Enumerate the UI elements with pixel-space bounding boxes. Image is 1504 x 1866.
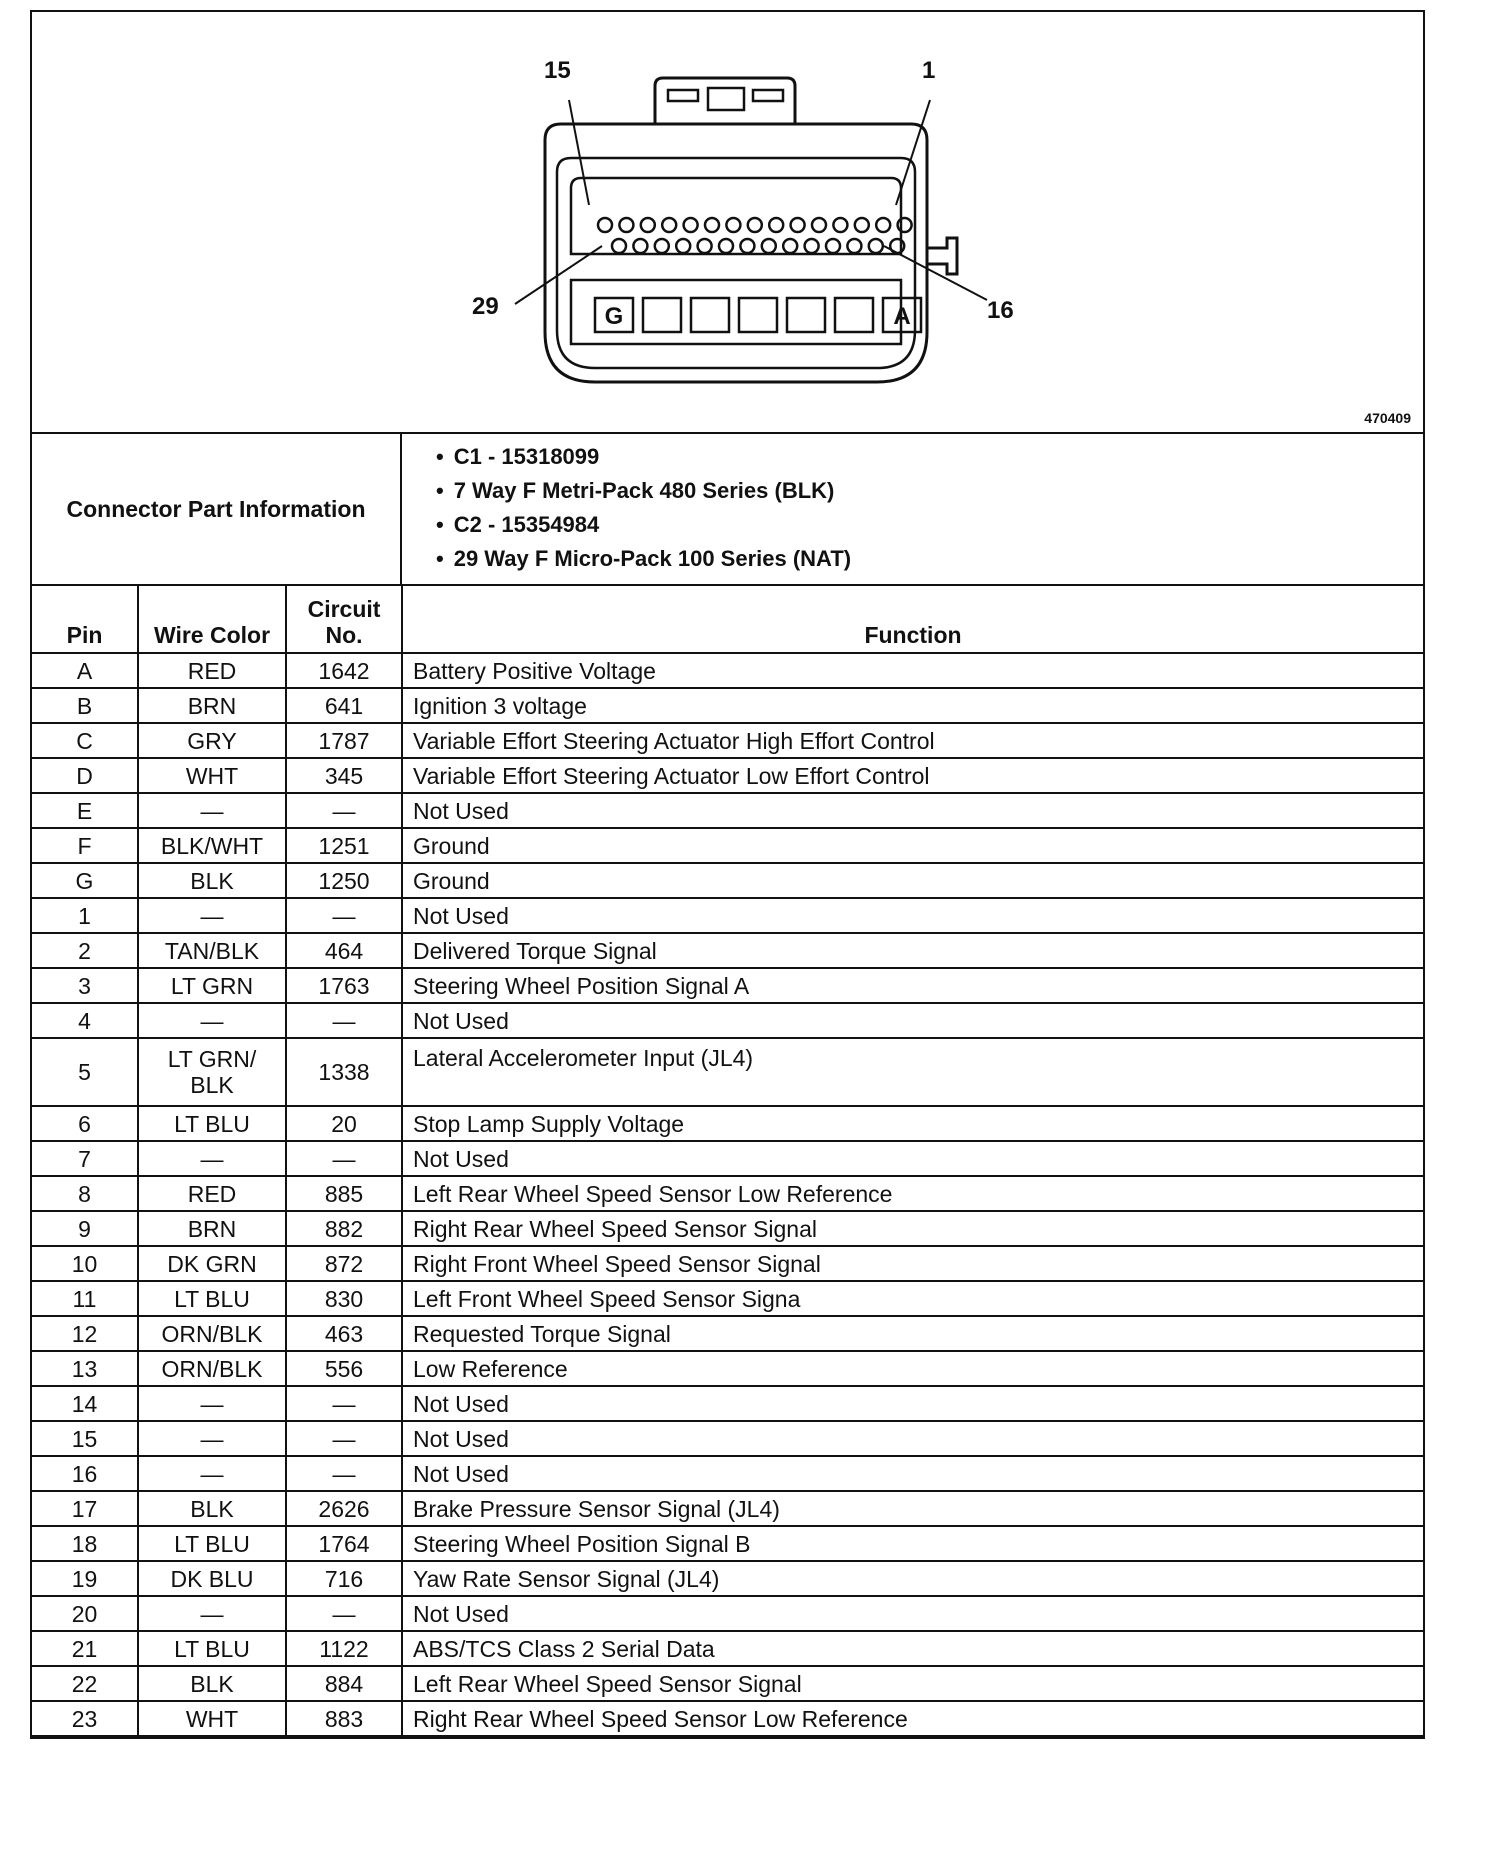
table-row xyxy=(32,1351,1423,1386)
pin-cavity xyxy=(655,239,669,253)
pin-cavity xyxy=(641,218,655,232)
table-row xyxy=(32,758,1423,793)
circuit-cell: 882 xyxy=(286,1211,402,1246)
pin-cell: 23 xyxy=(32,1701,138,1736)
table-row xyxy=(32,1666,1423,1701)
table-row xyxy=(32,1421,1423,1456)
pin-cell: 19 xyxy=(32,1561,138,1596)
pin-cavity xyxy=(662,218,676,232)
table-row xyxy=(32,1596,1423,1631)
function-cell: Lateral Accelerometer Input (JL4) xyxy=(402,1038,1423,1106)
function-cell: Variable Effort Steering Actuator High Effort Control xyxy=(402,723,1423,758)
circuit-cell: 464 xyxy=(286,933,402,968)
pin-row-bottom xyxy=(612,239,904,253)
wire-color-cell: ORN/BLK xyxy=(138,1351,286,1386)
table-row xyxy=(32,1003,1423,1038)
pin-cavity xyxy=(769,218,783,232)
function-cell: Requested Torque Signal xyxy=(402,1316,1423,1351)
pin-cavity xyxy=(698,239,712,253)
pin-cavity xyxy=(826,239,840,253)
function-cell: Not Used xyxy=(402,1386,1423,1421)
wire-color-cell: BRN xyxy=(138,1211,286,1246)
function-cell: Brake Pressure Sensor Signal (JL4) xyxy=(402,1491,1423,1526)
function-cell: Delivered Torque Signal xyxy=(402,933,1423,968)
wire-color-cell: — xyxy=(138,1003,286,1038)
pin-cell: 14 xyxy=(32,1386,138,1421)
pin-cavity xyxy=(791,218,805,232)
wire-color-cell: LT GRN xyxy=(138,968,286,1003)
wire-color-cell: — xyxy=(138,793,286,828)
pin-cavity xyxy=(876,218,890,232)
pin-cell: 4 xyxy=(32,1003,138,1038)
pin-cavity xyxy=(812,218,826,232)
table-row xyxy=(32,898,1423,933)
callout-label-29: 29 xyxy=(472,293,499,320)
table-row xyxy=(32,1246,1423,1281)
circuit-cell: 885 xyxy=(286,1176,402,1211)
pin-cell: 2 xyxy=(32,933,138,968)
part-info-item: • C2 - 15354984 xyxy=(436,508,1423,542)
wire-color-cell: BLK/WHT xyxy=(138,828,286,863)
pin-cavity xyxy=(612,239,626,253)
table-row xyxy=(32,1141,1423,1176)
pin-cell: 12 xyxy=(32,1316,138,1351)
wire-color-cell: LT BLU xyxy=(138,1631,286,1666)
wire-color-cell: WHT xyxy=(138,1701,286,1736)
pin-cavity xyxy=(633,239,647,253)
pin-cell: 21 xyxy=(32,1631,138,1666)
pin-cell: 1 xyxy=(32,898,138,933)
power-cavity xyxy=(787,298,825,332)
wire-color-cell: — xyxy=(138,898,286,933)
pin-cell: 9 xyxy=(32,1211,138,1246)
wire-color-cell: DK BLU xyxy=(138,1561,286,1596)
part-info-item: • 29 Way F Micro-Pack 100 Series (NAT) xyxy=(436,542,1423,576)
circuit-cell: 883 xyxy=(286,1701,402,1736)
function-cell: Not Used xyxy=(402,1456,1423,1491)
table-row xyxy=(32,1631,1423,1666)
pin-cavity xyxy=(855,218,869,232)
table-row xyxy=(32,1281,1423,1316)
pin-cell: 6 xyxy=(32,1106,138,1141)
connector-part-information xyxy=(32,434,1423,586)
pin-cavity xyxy=(740,239,754,253)
table-header-row xyxy=(32,586,1423,653)
part-info-label: Connector Part Information xyxy=(32,434,402,584)
cavity-row xyxy=(595,298,921,332)
table-row xyxy=(32,1526,1423,1561)
circuit-cell: — xyxy=(286,898,402,933)
wire-color-cell: RED xyxy=(138,653,286,688)
table-row xyxy=(32,1038,1423,1106)
pin-cell: 15 xyxy=(32,1421,138,1456)
function-cell: Low Reference xyxy=(402,1351,1423,1386)
pinout-table xyxy=(32,586,1423,1737)
table-row xyxy=(32,1211,1423,1246)
table-row xyxy=(32,1456,1423,1491)
pin-cell: C xyxy=(32,723,138,758)
pin-cavity xyxy=(726,218,740,232)
header-wire-color: Wire Color xyxy=(138,586,286,653)
pin-cavity xyxy=(869,239,883,253)
table-row xyxy=(32,1491,1423,1526)
table-row xyxy=(32,1701,1423,1736)
part-info-list xyxy=(402,434,1423,584)
pin-cell: 5 xyxy=(32,1038,138,1106)
wire-color-cell: — xyxy=(138,1456,286,1491)
power-cavity xyxy=(835,298,873,332)
function-cell: Ground xyxy=(402,828,1423,863)
wire-color-cell: — xyxy=(138,1141,286,1176)
circuit-cell: — xyxy=(286,1003,402,1038)
circuit-cell: — xyxy=(286,1456,402,1491)
wire-color-cell: ORN/BLK xyxy=(138,1316,286,1351)
pin-cavity xyxy=(833,218,847,232)
wire-color-cell: LT GRN/ BLK xyxy=(138,1038,286,1106)
function-cell: Left Front Wheel Speed Sensor Signa xyxy=(402,1281,1423,1316)
function-cell: Not Used xyxy=(402,793,1423,828)
power-cavity xyxy=(739,298,777,332)
pin-row-top xyxy=(598,218,912,232)
power-cavity xyxy=(691,298,729,332)
function-cell: Not Used xyxy=(402,1596,1423,1631)
callout-leader-16 xyxy=(884,246,987,300)
function-cell: Not Used xyxy=(402,1141,1423,1176)
table-row xyxy=(32,653,1423,688)
circuit-cell: — xyxy=(286,1421,402,1456)
table-row xyxy=(32,1106,1423,1141)
function-cell: Steering Wheel Position Signal B xyxy=(402,1526,1423,1561)
wire-color-cell: WHT xyxy=(138,758,286,793)
pin-cell: 7 xyxy=(32,1141,138,1176)
circuit-cell: 641 xyxy=(286,688,402,723)
cavity-label-a: A xyxy=(893,303,911,330)
callout-label-15: 15 xyxy=(544,57,571,84)
circuit-cell: 20 xyxy=(286,1106,402,1141)
cavity-label-g: G xyxy=(604,303,624,330)
pin-cavity xyxy=(847,239,861,253)
pin-cell: 11 xyxy=(32,1281,138,1316)
table-row xyxy=(32,688,1423,723)
pin-cavity xyxy=(748,218,762,232)
pin-cell: 22 xyxy=(32,1666,138,1701)
pin-cavity xyxy=(598,218,612,232)
connector-diagram xyxy=(32,12,1423,434)
wire-color-cell: BRN xyxy=(138,688,286,723)
wire-color-cell: DK GRN xyxy=(138,1246,286,1281)
callout-leader-29 xyxy=(515,246,602,304)
wire-color-cell: — xyxy=(138,1386,286,1421)
function-cell: Steering Wheel Position Signal A xyxy=(402,968,1423,1003)
pin-cell: D xyxy=(32,758,138,793)
pin-cavity xyxy=(898,218,912,232)
pin-cell: G xyxy=(32,863,138,898)
pin-cavity xyxy=(619,218,633,232)
wire-color-cell: BLK xyxy=(138,863,286,898)
wire-color-cell: LT BLU xyxy=(138,1526,286,1561)
function-cell: Stop Lamp Supply Voltage xyxy=(402,1106,1423,1141)
pin-cavity xyxy=(783,239,797,253)
circuit-cell: — xyxy=(286,1386,402,1421)
table-row xyxy=(32,968,1423,1003)
circuit-cell: 872 xyxy=(286,1246,402,1281)
circuit-cell: 556 xyxy=(286,1351,402,1386)
function-cell: Right Rear Wheel Speed Sensor Signal xyxy=(402,1211,1423,1246)
header-circuit-no: Circuit No. xyxy=(286,586,402,653)
pin-cell: 17 xyxy=(32,1491,138,1526)
pin-cell: 13 xyxy=(32,1351,138,1386)
circuit-cell: 716 xyxy=(286,1561,402,1596)
function-cell: Left Rear Wheel Speed Sensor Low Reference xyxy=(402,1176,1423,1211)
circuit-cell: 884 xyxy=(286,1666,402,1701)
circuit-cell: 2626 xyxy=(286,1491,402,1526)
table-row xyxy=(32,1316,1423,1351)
table-row xyxy=(32,1176,1423,1211)
table-row xyxy=(32,723,1423,758)
pin-cell: F xyxy=(32,828,138,863)
pin-cavity xyxy=(684,218,698,232)
table-row xyxy=(32,793,1423,828)
wire-color-cell: RED xyxy=(138,1176,286,1211)
pin-cavity xyxy=(705,218,719,232)
circuit-cell: 1251 xyxy=(286,828,402,863)
pin-cell: 16 xyxy=(32,1456,138,1491)
pin-cell: A xyxy=(32,653,138,688)
wire-color-cell: — xyxy=(138,1421,286,1456)
part-info-item: • 7 Way F Metri-Pack 480 Series (BLK) xyxy=(436,474,1423,508)
table-row xyxy=(32,1386,1423,1421)
circuit-cell: 1122 xyxy=(286,1631,402,1666)
function-cell: Right Rear Wheel Speed Sensor Low Reference xyxy=(402,1701,1423,1736)
pin-cell: 18 xyxy=(32,1526,138,1561)
figure-number: 470409 xyxy=(1364,410,1411,426)
wire-color-cell: TAN/BLK xyxy=(138,933,286,968)
circuit-cell: — xyxy=(286,1141,402,1176)
pin-cell: 8 xyxy=(32,1176,138,1211)
circuit-cell: 463 xyxy=(286,1316,402,1351)
circuit-cell: — xyxy=(286,1596,402,1631)
callout-label-16: 16 xyxy=(987,297,1014,324)
pin-cavity xyxy=(805,239,819,253)
wire-color-cell: LT BLU xyxy=(138,1106,286,1141)
function-cell: Not Used xyxy=(402,898,1423,933)
circuit-cell: 1642 xyxy=(286,653,402,688)
header-pin: Pin xyxy=(32,586,138,653)
table-row xyxy=(32,1561,1423,1596)
function-cell: Right Front Wheel Speed Sensor Signal xyxy=(402,1246,1423,1281)
pin-cell: 10 xyxy=(32,1246,138,1281)
connector-end-view-drawing xyxy=(32,12,1423,430)
connector-sheet xyxy=(30,10,1425,1739)
circuit-cell: — xyxy=(286,793,402,828)
function-cell: Yaw Rate Sensor Signal (JL4) xyxy=(402,1561,1423,1596)
function-cell: Left Rear Wheel Speed Sensor Signal xyxy=(402,1666,1423,1701)
pin-cell: 20 xyxy=(32,1596,138,1631)
function-cell: Ignition 3 voltage xyxy=(402,688,1423,723)
function-cell: Not Used xyxy=(402,1421,1423,1456)
table-row xyxy=(32,828,1423,863)
function-cell: Ground xyxy=(402,863,1423,898)
table-row xyxy=(32,933,1423,968)
function-cell: Battery Positive Voltage xyxy=(402,653,1423,688)
circuit-cell: 1250 xyxy=(286,863,402,898)
circuit-cell: 1763 xyxy=(286,968,402,1003)
circuit-cell: 1787 xyxy=(286,723,402,758)
wire-color-cell: GRY xyxy=(138,723,286,758)
circuit-cell: 1764 xyxy=(286,1526,402,1561)
pin-cavity xyxy=(719,239,733,253)
pin-cell: B xyxy=(32,688,138,723)
callout-leader-1 xyxy=(896,100,930,205)
circuit-cell: 830 xyxy=(286,1281,402,1316)
pin-cell: E xyxy=(32,793,138,828)
part-info-item: • C1 - 15318099 xyxy=(436,440,1423,474)
table-row xyxy=(32,863,1423,898)
function-cell: Not Used xyxy=(402,1003,1423,1038)
wire-color-cell: BLK xyxy=(138,1491,286,1526)
header-function: Function xyxy=(402,586,1423,653)
callout-label-1: 1 xyxy=(922,57,936,84)
circuit-cell: 1338 xyxy=(286,1038,402,1106)
function-cell: ABS/TCS Class 2 Serial Data xyxy=(402,1631,1423,1666)
pin-cell: 3 xyxy=(32,968,138,1003)
pin-cavity xyxy=(762,239,776,253)
wire-color-cell: — xyxy=(138,1596,286,1631)
wire-color-cell: LT BLU xyxy=(138,1281,286,1316)
pin-cavity xyxy=(676,239,690,253)
function-cell: Variable Effort Steering Actuator Low Effort Control xyxy=(402,758,1423,793)
power-cavity xyxy=(643,298,681,332)
circuit-cell: 345 xyxy=(286,758,402,793)
wire-color-cell: BLK xyxy=(138,1666,286,1701)
